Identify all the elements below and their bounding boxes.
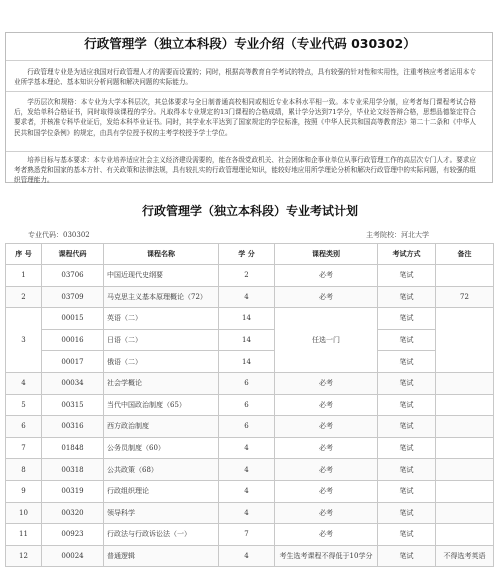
cell-type: 必考 bbox=[275, 459, 378, 481]
cell-code: 03709 bbox=[42, 286, 104, 308]
cell-exam: 笔试 bbox=[378, 265, 436, 287]
cell-exam: 笔试 bbox=[378, 394, 436, 416]
cell-note bbox=[436, 459, 494, 481]
table-row bbox=[6, 524, 494, 546]
table-row bbox=[6, 545, 494, 567]
cell-no: 6 bbox=[6, 416, 42, 438]
cell-no: 3 bbox=[6, 308, 42, 373]
table-row bbox=[6, 416, 494, 438]
cell-type: 必考 bbox=[275, 265, 378, 287]
cell-type: 必考 bbox=[275, 372, 378, 394]
intro-divider-1 bbox=[6, 91, 492, 92]
cell-exam: 笔试 bbox=[378, 437, 436, 459]
cell-credit: 4 bbox=[219, 286, 275, 308]
cell-note bbox=[436, 265, 494, 287]
cell-credit: 14 bbox=[219, 351, 275, 373]
table-row bbox=[6, 372, 494, 394]
cell-no: 10 bbox=[6, 502, 42, 524]
cell-type: 必考 bbox=[275, 437, 378, 459]
cell-note bbox=[436, 524, 494, 546]
table-row bbox=[6, 480, 494, 502]
cell-code: 00318 bbox=[42, 459, 104, 481]
cell-code: 03706 bbox=[42, 265, 104, 287]
cell-code: 00016 bbox=[42, 329, 104, 351]
intro-divider-2 bbox=[6, 151, 492, 152]
cell-credit: 6 bbox=[219, 416, 275, 438]
cell-name: 行政法与行政诉讼法（一） bbox=[104, 524, 219, 546]
cell-code: 00024 bbox=[42, 545, 104, 567]
cell-note bbox=[436, 308, 494, 373]
intro-paragraph-goals: 培养目标与基本要求：本专业培养适应社会主义经济建设需要的，能在各级党政机关、社会团体和企事业单位从事行政管理工作的高层次专门人才。要求应考者熟悉党和国家的基本方针、有关政策和法律法规，具有较扎实的行政管理理论知识，能较好地应用所学理论分析和解决行政管理中的实际问题，有较强的组织管理能力。 bbox=[14, 156, 476, 185]
cell-credit: 4 bbox=[219, 437, 275, 459]
cell-type: 必考 bbox=[275, 524, 378, 546]
cell-note: 72 bbox=[436, 286, 494, 308]
header-no: 序 号 bbox=[6, 244, 42, 265]
cell-no: 4 bbox=[6, 372, 42, 394]
cell-exam: 笔试 bbox=[378, 351, 436, 373]
cell-credit: 4 bbox=[219, 480, 275, 502]
cell-type: 必考 bbox=[275, 502, 378, 524]
table-row bbox=[6, 286, 494, 308]
table-row bbox=[6, 437, 494, 459]
header-note: 备注 bbox=[436, 244, 494, 265]
header-exam: 考试方式 bbox=[378, 244, 436, 265]
cell-no: 2 bbox=[6, 286, 42, 308]
cell-code: 00320 bbox=[42, 502, 104, 524]
cell-credit: 2 bbox=[219, 265, 275, 287]
cell-code: 00015 bbox=[42, 308, 104, 330]
table-row bbox=[6, 502, 494, 524]
cell-credit: 14 bbox=[219, 329, 275, 351]
cell-no: 8 bbox=[6, 459, 42, 481]
cell-code: 00923 bbox=[42, 524, 104, 546]
cell-name: 领导科学 bbox=[104, 502, 219, 524]
cell-note bbox=[436, 437, 494, 459]
cell-credit: 4 bbox=[219, 459, 275, 481]
cell-name: 日语（二） bbox=[104, 329, 219, 351]
table-row bbox=[6, 265, 494, 287]
header-type: 课程类别 bbox=[275, 244, 378, 265]
table-header-row bbox=[6, 244, 494, 265]
cell-type: 考生选考课程不得低于10学分 bbox=[275, 545, 378, 567]
cell-no: 5 bbox=[6, 394, 42, 416]
intro-paragraph-level: 学历层次和规格：本专业为大学本科层次，其总体要求与全日制普通高校相同或相近专业本科水平相一致。本专业采用学分制，应考者每门课程考试合格后，发给单科合格证书，同时取得该课程的学分。凡取得本专业规定的13门课程的合格成绩，累计学分达到71学分，毕业论文经答辩合格，思想品德鉴定符合要求者，并核准专科毕业证后，发给本科毕业证书。同时，其学业水平达到了国家规定的学位标准，按照《中华人民共和国高等教育法》第二十二条和《中华人民共和国学位条例》的规定，由具有学位授予权的主考学校授予学士学位。 bbox=[14, 98, 476, 137]
header-credit: 学 分 bbox=[219, 244, 275, 265]
cell-name: 公务员制度（60） bbox=[104, 437, 219, 459]
cell-note bbox=[436, 394, 494, 416]
cell-type: 必考 bbox=[275, 394, 378, 416]
plan-major-code: 专业代码：030302 bbox=[28, 231, 90, 239]
exam-plan-table bbox=[5, 243, 494, 567]
cell-code: 00017 bbox=[42, 351, 104, 373]
cell-name: 普通逻辑 bbox=[104, 545, 219, 567]
cell-type: 必考 bbox=[275, 416, 378, 438]
cell-exam: 笔试 bbox=[378, 329, 436, 351]
cell-note bbox=[436, 416, 494, 438]
table-row bbox=[6, 308, 494, 330]
cell-exam: 笔试 bbox=[378, 524, 436, 546]
cell-code: 01848 bbox=[42, 437, 104, 459]
cell-name: 公共政策（68） bbox=[104, 459, 219, 481]
cell-code: 00315 bbox=[42, 394, 104, 416]
cell-code: 00316 bbox=[42, 416, 104, 438]
plan-title: 行政管理学（独立本科段）专业考试计划 bbox=[141, 204, 358, 218]
cell-name: 社会学概论 bbox=[104, 372, 219, 394]
cell-name: 中国近现代史纲要 bbox=[104, 265, 219, 287]
cell-note bbox=[436, 480, 494, 502]
intro-title: 行政管理学（独立本科段）专业介绍（专业代码 030302） bbox=[84, 36, 416, 51]
cell-exam: 笔试 bbox=[378, 480, 436, 502]
cell-note: 不得选考英语 bbox=[436, 545, 494, 567]
cell-type: 必考 bbox=[275, 480, 378, 502]
cell-exam: 笔试 bbox=[378, 459, 436, 481]
intro-paragraph-overview: 行政管理专业是为适应我国对行政管理人才的需要而设置的；同时，根据高等教育自学考试的特点，具有较强的针对性和实用性，注重考核应考者运用本专业所学基本理论、基本知识分析问题和解决问题的实际能力。 bbox=[14, 68, 476, 87]
cell-exam: 笔试 bbox=[378, 372, 436, 394]
cell-name: 行政组织理论 bbox=[104, 480, 219, 502]
cell-name: 马克思主义基本原理概论（72） bbox=[104, 286, 219, 308]
cell-type: 必考 bbox=[275, 286, 378, 308]
cell-credit: 7 bbox=[219, 524, 275, 546]
cell-credit: 4 bbox=[219, 545, 275, 567]
cell-name: 俄语（二） bbox=[104, 351, 219, 373]
table-row bbox=[6, 459, 494, 481]
header-name: 课程名称 bbox=[104, 244, 219, 265]
intro-title-rule bbox=[6, 60, 492, 61]
cell-type: 任选一门 bbox=[275, 308, 378, 373]
cell-exam: 笔试 bbox=[378, 286, 436, 308]
table-row bbox=[6, 394, 494, 416]
table-row bbox=[6, 351, 494, 373]
cell-note bbox=[436, 502, 494, 524]
cell-credit: 4 bbox=[219, 502, 275, 524]
plan-exam-school: 主考院校：河北大学 bbox=[366, 231, 429, 239]
cell-exam: 笔试 bbox=[378, 416, 436, 438]
cell-no: 7 bbox=[6, 437, 42, 459]
cell-credit: 6 bbox=[219, 394, 275, 416]
cell-credit: 14 bbox=[219, 308, 275, 330]
header-code: 课程代码 bbox=[42, 244, 104, 265]
cell-name: 英语（二） bbox=[104, 308, 219, 330]
cell-code: 00034 bbox=[42, 372, 104, 394]
cell-exam: 笔试 bbox=[378, 308, 436, 330]
cell-name: 西方政治制度 bbox=[104, 416, 219, 438]
cell-exam: 笔试 bbox=[378, 502, 436, 524]
cell-code: 00319 bbox=[42, 480, 104, 502]
cell-credit: 6 bbox=[219, 372, 275, 394]
cell-note bbox=[436, 372, 494, 394]
cell-no: 1 bbox=[6, 265, 42, 287]
cell-name: 当代中国政治制度（65） bbox=[104, 394, 219, 416]
cell-no: 11 bbox=[6, 524, 42, 546]
cell-no: 9 bbox=[6, 480, 42, 502]
cell-no: 12 bbox=[6, 545, 42, 567]
cell-exam: 笔试 bbox=[378, 545, 436, 567]
table-row bbox=[6, 329, 494, 351]
